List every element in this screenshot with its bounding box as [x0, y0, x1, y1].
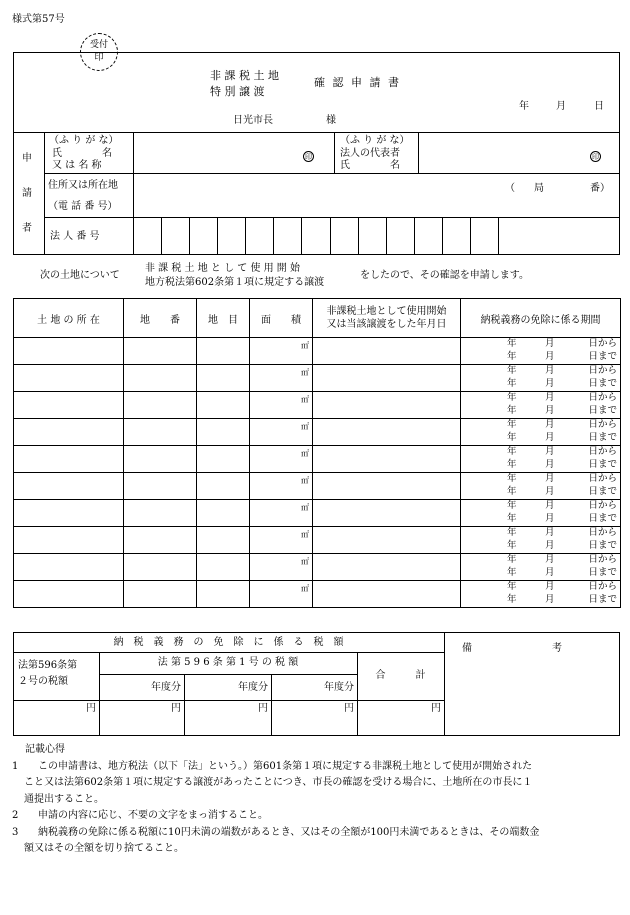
period-year: 年 — [507, 404, 517, 416]
period-year: 年 — [507, 338, 517, 349]
category-cell[interactable] — [197, 419, 250, 446]
location-cell[interactable] — [14, 473, 124, 500]
lot-number-cell[interactable] — [124, 581, 197, 608]
period-day-suffix: 日から — [588, 419, 617, 430]
corporate-number-digit-box — [245, 217, 246, 255]
land-row — [14, 419, 621, 446]
reception-stamp-line2: 印 — [94, 53, 104, 63]
exemption-period-cell[interactable] — [461, 554, 621, 581]
area-cell[interactable] — [250, 554, 313, 581]
note-item — [12, 808, 618, 825]
title-option-special-transfer: 特 別 譲 渡 — [210, 85, 265, 98]
exemption-period-cell[interactable] — [461, 392, 621, 419]
start-date-cell[interactable] — [313, 338, 461, 365]
period-year: 年 — [507, 527, 517, 538]
period-day-suffix: 日まで — [588, 377, 617, 389]
period-day-suffix: 日から — [588, 338, 617, 349]
location-cell[interactable] — [14, 581, 124, 608]
period-month: 月 — [545, 431, 555, 443]
period-year: 年 — [507, 581, 517, 592]
notes-title: 記載心得 — [25, 744, 65, 755]
period-end-line — [461, 351, 620, 364]
period-start-line — [461, 392, 620, 405]
period-day-suffix: 日まで — [588, 431, 617, 443]
start-date-cell[interactable] — [313, 392, 461, 419]
period-month: 月 — [545, 392, 555, 403]
period-year: 年 — [507, 365, 517, 376]
land-row — [14, 527, 621, 554]
period-day-suffix: 日まで — [588, 593, 617, 605]
period-end-line — [461, 405, 620, 418]
start-date-cell[interactable] — [313, 419, 461, 446]
address-label: 住所又は所在地 — [48, 180, 118, 191]
period-start-line — [461, 554, 620, 567]
start-date-cell[interactable] — [313, 473, 461, 500]
period-month: 月 — [545, 593, 555, 605]
note-line: 申請の内容に応じ、不要の文字をまっ消すること。 — [38, 810, 268, 821]
fiscal-year-3: 年度分 — [324, 682, 354, 693]
corporate-number-digit-box — [414, 217, 415, 255]
period-month: 月 — [545, 485, 555, 497]
applicant-side-1: 申 — [22, 153, 32, 164]
area-cell[interactable] — [250, 338, 313, 365]
period-month: 月 — [545, 512, 555, 524]
period-month: 月 — [545, 446, 555, 457]
note-line: この申請書は、地方税法（以下「法」という。）第601条第１項に規定する非課税土地として使用が開始された — [38, 760, 533, 772]
header-start-date-line2: 又は当該譲渡をした年月日 — [326, 319, 447, 330]
area-unit: ㎡ — [301, 341, 309, 350]
intro-option-transfer: 地方税法第602条第１項に規定する譲渡 — [145, 277, 325, 288]
corporate-number-digit-box — [301, 217, 302, 255]
period-month: 月 — [545, 350, 555, 362]
lot-number-cell[interactable] — [124, 365, 197, 392]
phone-label: （電 話 番 号） — [48, 201, 118, 212]
period-day-suffix: 日まで — [588, 485, 617, 497]
period-month: 月 — [545, 338, 555, 349]
start-date-cell[interactable] — [313, 500, 461, 527]
area-unit: ㎡ — [301, 557, 309, 566]
note-number: 2 — [12, 810, 19, 821]
applicant-side-3: 者 — [22, 223, 32, 234]
applicant-seal-mark: 印 — [305, 153, 312, 161]
land-row — [14, 581, 621, 608]
category-cell[interactable] — [197, 392, 250, 419]
exemption-period-cell[interactable] — [461, 365, 621, 392]
form-number: 様式第57号 — [12, 14, 65, 25]
corporate-number-label: 法 人 番 号 — [50, 231, 100, 242]
land-row — [14, 392, 621, 419]
period-year: 年 — [507, 458, 517, 470]
name-or-title-label: 又 は 名 称 — [52, 160, 102, 171]
category-cell[interactable] — [197, 554, 250, 581]
period-end-line — [461, 594, 620, 607]
date-day: 日 — [594, 101, 604, 112]
date-month: 月 — [556, 101, 566, 112]
corporate-number-digit-box — [273, 217, 274, 255]
note-line: 通提出すること。 — [24, 793, 104, 805]
period-start-line — [461, 500, 620, 513]
corporate-number-digit-box — [498, 217, 499, 255]
period-end-line — [461, 378, 620, 391]
location-cell[interactable] — [14, 527, 124, 554]
exemption-period-cell[interactable] — [461, 338, 621, 365]
art596-2-label1: 法第596条第 — [18, 660, 78, 671]
art596-1-label: 法 第 5 9 6 条 第 1 号 の 税 額 — [157, 657, 299, 668]
period-start-line — [461, 365, 620, 378]
period-end-line — [461, 486, 620, 499]
area-unit: ㎡ — [301, 368, 309, 377]
period-month: 月 — [545, 500, 555, 511]
period-year: 年 — [507, 566, 517, 578]
note-line: 額又はその全額を切り捨てること。 — [24, 843, 184, 854]
tax-header: 納 税 義 務 の 免 除 に 係 る 税 額 — [113, 637, 344, 648]
category-cell[interactable] — [197, 581, 250, 608]
note-item — [12, 825, 618, 858]
note-number: 1 — [12, 760, 19, 772]
lot-number-cell[interactable] — [124, 338, 197, 365]
period-month: 月 — [545, 404, 555, 416]
location-cell[interactable] — [14, 500, 124, 527]
intro-prefix: 次の土地について — [40, 270, 120, 281]
period-year: 年 — [507, 539, 517, 551]
area-cell[interactable] — [250, 446, 313, 473]
period-day-suffix: 日から — [588, 392, 617, 403]
lot-number-cell[interactable] — [124, 473, 197, 500]
representative-name-label: 氏 名 — [340, 160, 400, 171]
location-cell[interactable] — [14, 419, 124, 446]
lot-number-cell[interactable] — [124, 419, 197, 446]
period-month: 月 — [545, 365, 555, 376]
period-day-suffix: 日まで — [588, 512, 617, 524]
location-cell[interactable] — [14, 554, 124, 581]
period-day-suffix: 日から — [588, 500, 617, 511]
notes-section — [12, 742, 618, 858]
period-year: 年 — [507, 419, 517, 430]
land-table — [13, 298, 621, 608]
period-day-suffix: 日から — [588, 554, 617, 565]
start-date-cell[interactable] — [313, 581, 461, 608]
period-start-line — [461, 446, 620, 459]
land-row — [14, 446, 621, 473]
header-exemption-period: 納税義務の免除に係る期間 — [461, 299, 621, 338]
land-row — [14, 500, 621, 527]
category-cell[interactable] — [197, 365, 250, 392]
area-cell[interactable] — [250, 581, 313, 608]
period-day-suffix: 日から — [588, 527, 617, 538]
note-line: 納税義務の免除に係る税額に10円未満の端数があるとき、又はその全額が100円未満であるときは、その端数金 — [38, 826, 540, 838]
phone-paren-open: （ — [505, 183, 515, 194]
location-cell[interactable] — [14, 392, 124, 419]
category-cell[interactable] — [197, 527, 250, 554]
period-month: 月 — [545, 539, 555, 551]
lot-number-cell[interactable] — [124, 527, 197, 554]
period-year: 年 — [507, 554, 517, 565]
lot-number-cell[interactable] — [124, 392, 197, 419]
exemption-period-cell[interactable] — [461, 446, 621, 473]
period-year: 年 — [507, 473, 517, 484]
period-day-suffix: 日まで — [588, 458, 617, 470]
period-year: 年 — [507, 593, 517, 605]
header-lot-number: 地 番 — [124, 299, 197, 338]
phone-number-suffix: 番） — [590, 183, 610, 194]
yen-year-1: 円 — [171, 703, 181, 714]
area-cell[interactable] — [250, 500, 313, 527]
yen-year-2: 円 — [258, 703, 268, 714]
header-area: 面 積 — [250, 299, 313, 338]
period-year: 年 — [507, 431, 517, 443]
period-month: 月 — [545, 566, 555, 578]
furigana-label: （ふ り が な） — [49, 135, 119, 146]
period-day-suffix: 日まで — [588, 350, 617, 362]
exemption-period-cell[interactable] — [461, 419, 621, 446]
period-day-suffix: 日から — [588, 473, 617, 484]
date-year: 年 — [519, 101, 529, 112]
title-main: 確 認 申 請 書 — [314, 76, 401, 89]
area-cell[interactable] — [250, 473, 313, 500]
exemption-period-cell[interactable] — [461, 527, 621, 554]
yen-art596-2: 円 — [86, 703, 96, 714]
corporate-number-digit-box — [442, 217, 443, 255]
area-unit: ㎡ — [301, 530, 309, 539]
period-start-line — [461, 419, 620, 432]
period-day-suffix: 日から — [588, 365, 617, 376]
period-day-suffix: 日まで — [588, 566, 617, 578]
land-row — [14, 473, 621, 500]
location-cell[interactable] — [14, 365, 124, 392]
remarks-label: 備 考 — [462, 643, 562, 654]
area-cell[interactable] — [250, 365, 313, 392]
period-year: 年 — [507, 485, 517, 497]
reception-stamp-line1: 受付 — [89, 40, 108, 50]
header-start-date-line1: 非課税土地として使用開始 — [326, 306, 447, 317]
intro-suffix: をしたので、その確認を申請します。 — [360, 270, 529, 281]
period-end-line — [461, 513, 620, 526]
start-date-cell[interactable] — [313, 554, 461, 581]
corporate-number-digit-box — [358, 217, 359, 255]
location-cell[interactable] — [14, 446, 124, 473]
fiscal-year-2: 年度分 — [238, 682, 268, 693]
category-cell[interactable] — [197, 338, 250, 365]
addressee-sama: 様 — [326, 115, 336, 126]
furigana-label-rep: （ふ り が な） — [340, 135, 410, 146]
area-unit: ㎡ — [301, 503, 309, 512]
period-month: 月 — [545, 527, 555, 538]
land-row — [14, 365, 621, 392]
period-year: 年 — [507, 512, 517, 524]
exemption-period-cell[interactable] — [461, 500, 621, 527]
lot-number-cell[interactable] — [124, 446, 197, 473]
art596-2-label2: ２号の税額 — [18, 676, 68, 687]
representative-label: 法人の代表者 — [340, 148, 400, 159]
header-start-date — [313, 299, 461, 338]
category-cell[interactable] — [197, 446, 250, 473]
period-start-line — [461, 581, 620, 594]
representative-seal-mark: 印 — [592, 153, 599, 161]
addressee-mayor: 日光市長 — [233, 115, 273, 126]
title-option-nonTaxable: 非 課 税 土 地 — [210, 69, 279, 82]
land-row — [14, 554, 621, 581]
yen-year-3: 円 — [344, 703, 354, 714]
area-cell[interactable] — [250, 392, 313, 419]
period-start-line — [461, 473, 620, 486]
period-year: 年 — [507, 350, 517, 362]
name-label: 氏 名 — [52, 148, 112, 159]
area-unit: ㎡ — [301, 449, 309, 458]
fiscal-year-1: 年度分 — [151, 682, 181, 693]
period-month: 月 — [545, 581, 555, 592]
phone-station: 局 — [534, 183, 544, 194]
period-start-line — [461, 527, 620, 540]
yen-total: 円 — [431, 703, 441, 714]
period-end-line — [461, 567, 620, 580]
total-label: 合 計 — [375, 670, 426, 681]
start-date-cell[interactable] — [313, 365, 461, 392]
area-unit: ㎡ — [301, 584, 309, 593]
corporate-number-digit-box — [470, 217, 471, 255]
start-date-cell[interactable] — [313, 446, 461, 473]
period-day-suffix: 日から — [588, 446, 617, 457]
applicant-side-2: 請 — [22, 188, 32, 199]
area-unit: ㎡ — [301, 422, 309, 431]
intro-option-use: 非 課 税 土 地 と し て 使 用 開 始 — [145, 263, 300, 274]
lot-number-cell[interactable] — [124, 554, 197, 581]
corporate-number-digit-box — [217, 217, 218, 255]
header-box — [13, 52, 620, 133]
period-month: 月 — [545, 458, 555, 470]
period-end-line — [461, 540, 620, 553]
area-unit: ㎡ — [301, 476, 309, 485]
area-cell[interactable] — [250, 527, 313, 554]
corporate-number-digit-box — [386, 217, 387, 255]
exemption-period-cell[interactable] — [461, 581, 621, 608]
corporate-number-digit-box — [330, 217, 331, 255]
period-year: 年 — [507, 392, 517, 403]
period-month: 月 — [545, 377, 555, 389]
start-date-cell[interactable] — [313, 527, 461, 554]
period-end-line — [461, 432, 620, 445]
note-item — [12, 759, 618, 809]
period-year: 年 — [507, 446, 517, 457]
header-location: 土 地 の 所 在 — [14, 299, 124, 338]
corporate-number-digit-box — [161, 217, 162, 255]
period-month: 月 — [545, 419, 555, 430]
category-cell[interactable] — [197, 500, 250, 527]
period-day-suffix: 日まで — [588, 404, 617, 416]
period-year: 年 — [507, 377, 517, 389]
header-category: 地 目 — [197, 299, 250, 338]
area-cell[interactable] — [250, 419, 313, 446]
location-cell[interactable] — [14, 338, 124, 365]
category-cell[interactable] — [197, 473, 250, 500]
lot-number-cell[interactable] — [124, 500, 197, 527]
period-month: 月 — [545, 473, 555, 484]
exemption-period-cell[interactable] — [461, 473, 621, 500]
land-row — [14, 338, 621, 365]
note-number: 3 — [12, 826, 19, 838]
area-unit: ㎡ — [301, 395, 309, 404]
period-day-suffix: 日から — [588, 581, 617, 592]
period-year: 年 — [507, 500, 517, 511]
corporate-number-digit-box — [189, 217, 190, 255]
period-month: 月 — [545, 554, 555, 565]
period-end-line — [461, 459, 620, 472]
period-start-line — [461, 338, 620, 351]
period-day-suffix: 日まで — [588, 539, 617, 551]
note-line: こと又は法第602条第１項に規定する譲渡があったことにつき、市長の確認を受ける場合に、土地所在の市長に１ — [24, 777, 533, 788]
